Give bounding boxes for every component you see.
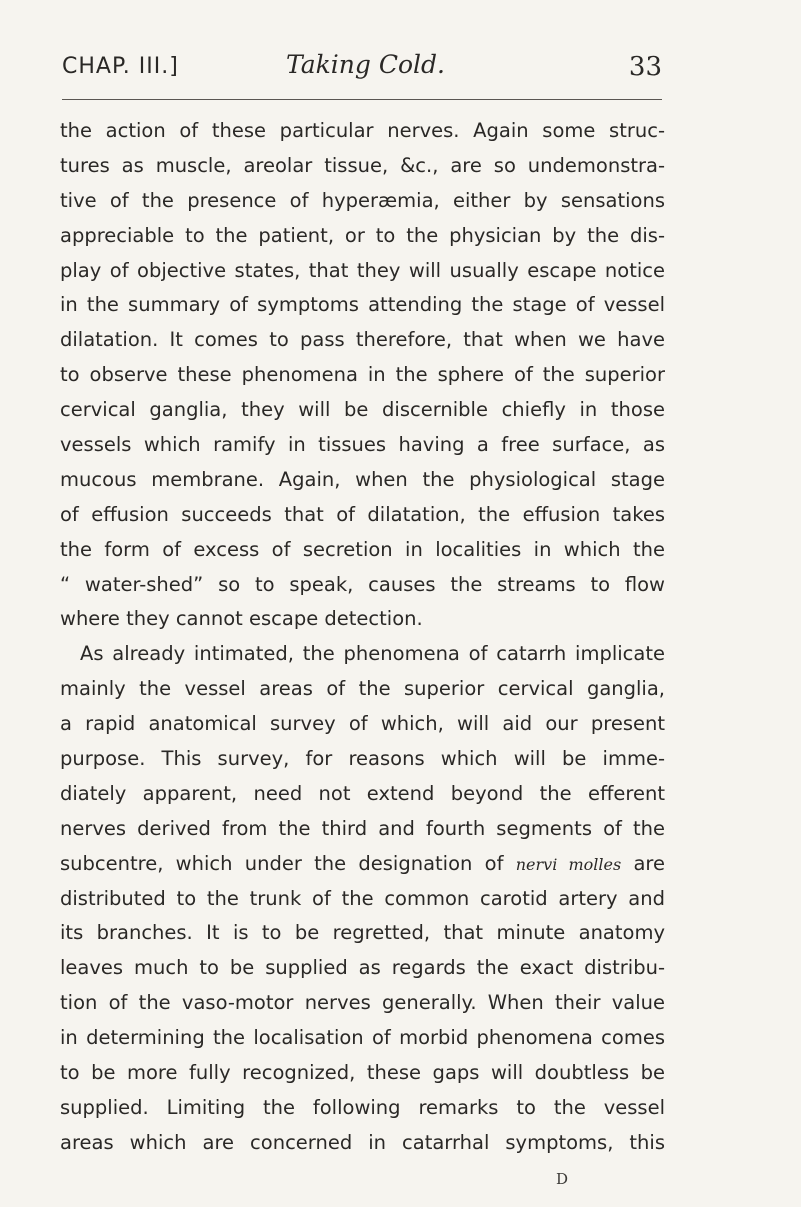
text-line: of effusion succeeds that of dilatation, the effusion takes [60,502,665,526]
text-line: purpose. This survey, for reasons which will be imme- [60,747,665,771]
text-line: mainly the vessel areas of the superior cervical ganglia, [60,677,665,701]
page-number: 33 [628,52,662,82]
text-line: nerves derived from the third and fourth segments of the [60,816,665,840]
text-line: the form of excess of secretion in localities in which the [60,537,665,561]
text-line: its branches. It is to be regretted, that minute anatomy [60,921,665,945]
text-line: areas which are concerned in catarrhal symptoms, this [60,1130,665,1154]
text-line: to observe these phenomena in the sphere of the superior [60,363,665,387]
text-line: supplied. Limiting the following remarks to the vessel [60,1095,665,1119]
text-line: in the summary of symptoms attending the stage of vessel [60,293,665,317]
signature-mark: D [556,1170,569,1188]
line-segment: are [621,851,665,875]
text-line: where they cannot escape detection. [60,607,423,631]
running-head [62,50,662,90]
text-line-with-latin [60,847,665,882]
text-line: “ water-shed” so to speak, causes the streams to flow [60,572,665,596]
text-line: distributed to the trunk of the common carotid artery and [60,886,665,910]
text-line: cervical ganglia, they will be discernible chiefly in those [60,398,665,422]
chapter-label: CHAP. III.] [62,54,179,79]
text-line: tion of the vaso-motor nerves generally. When their value [60,991,665,1015]
text-line: vessels which ramify in tissues having a free surface, as [60,433,665,457]
text-line: play of objective states, that they will usually escape notice [60,258,665,282]
text-line: the action of these particular nerves. Again some struc- [60,119,665,142]
text-line: tures as muscle, areolar tissue, &c., are so undemonstra- [60,153,665,177]
paragraph-2 [60,637,665,1160]
text-line: tive of the presence of hyperæmia, either by sensations [60,188,665,212]
text-line: dilatation. It comes to pass therefore, that when we have [60,328,665,352]
text-line: leaves much to be supplied as regards the exact distribu- [60,956,665,980]
head-rule [62,99,662,100]
text-line: to be more fully recognized, these gaps will doubtless be [60,1061,665,1085]
line-segment: subcentre, which under the designation of [60,851,516,875]
text-line: mucous membrane. Again, when the physiological stage [60,467,665,491]
running-title: Taking Cold. [286,50,445,79]
paragraph-1 [60,114,665,637]
text-line: diately apparent, need not extend beyond the efferent [60,781,665,805]
text-line: appreciable to the patient, or to the physician by the dis- [60,223,665,247]
text-line: a rapid anatomical survey of which, will aid our present [60,712,665,736]
body-text [60,114,665,1161]
latin-term: nervi molles [515,854,622,874]
text-line: in determining the localisation of morbid phenomena comes [60,1026,665,1050]
text-line: As already intimated, the phenomena of catarrh implicate [80,642,665,666]
